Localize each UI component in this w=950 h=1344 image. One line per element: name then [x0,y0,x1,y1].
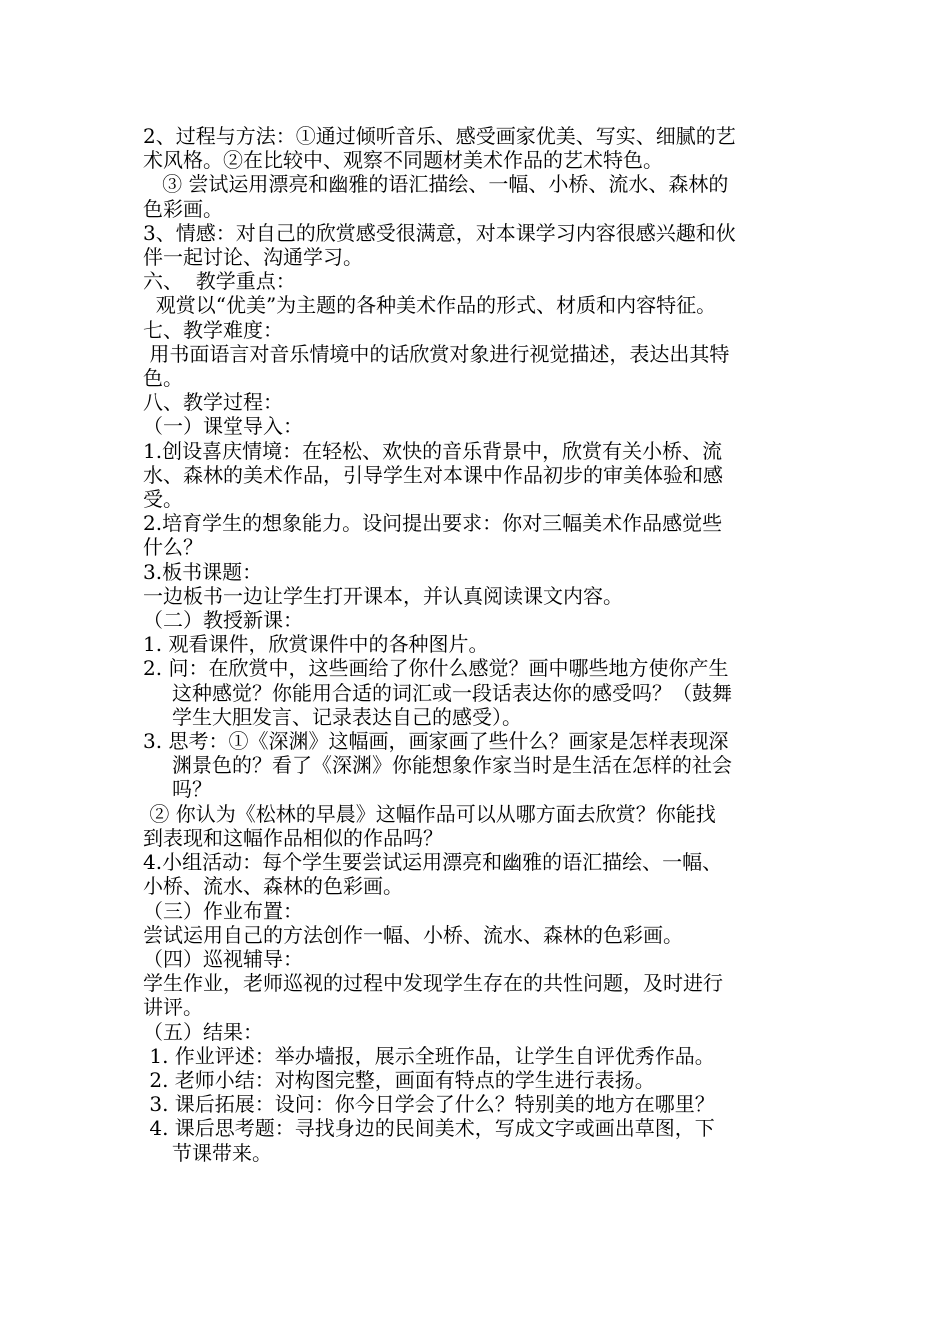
text-line: 2.培育学生的想象能力。设问提出要求：你对三幅美术作品感觉些 [143,511,723,536]
text-line: 观赏以“优美”为主题的各种美术作品的形式、材质和内容特征。 [143,293,717,318]
text-line: 3、情感：对自己的欣赏感受很满意，对本课学习内容很感兴趣和伙 [143,220,736,245]
subsection-heading: （四）巡视辅导： [143,946,303,971]
list-item: 1. 作业评述：举办墙报，展示全班作品，让学生自评优秀作品。 [143,1043,715,1068]
lesson-plan-text [143,124,811,1165]
subsection-heading: （五）结果： [143,1019,263,1044]
list-item-continuation: 这种感觉？你能用合适的词汇或一段话表达你的感受吗？（鼓舞 [172,680,732,705]
section-heading: 六、 教学重点： [143,269,296,294]
list-item: 3. 课后拓展：设问：你今日学会了什么？特别美的地方在哪里？ [143,1092,715,1117]
list-item: 2. 问：在欣赏中，这些画给了你什么感觉？画中哪些地方使你产生 [143,656,729,681]
text-line: 水、森林的美术作品，引导学生对本课中作品初步的审美体验和感 [143,462,723,487]
text-line: 一边板书一边让学生打开课本，并认真阅读课文内容。 [143,583,623,608]
subsection-heading: （三）作业布置： [143,898,303,923]
text-line: 色彩画。 [143,196,223,221]
subsection-heading: （二）教授新课： [143,608,303,633]
section-heading: 七、教学难度： [143,317,283,342]
list-item: 4. 课后思考题：寻找身边的民间美术，写成文字或画出草图，下 [143,1116,715,1141]
text-line: 讲评。 [143,995,203,1020]
text-line: 什么？ [143,535,203,560]
text-line: 2、过程与方法：①通过倾听音乐、感受画家优美、写实、细腻的艺 [143,124,736,148]
subsection-heading: （一）课堂导入： [143,414,303,439]
text-line: 术风格。②在比较中、观察不同题材美术作品的艺术特色。 [143,148,663,173]
text-line: 1.创设喜庆情境：在轻松、欢快的音乐背景中，欣赏有关小桥、流 [143,438,723,463]
text-line: 学生作业，老师巡视的过程中发现学生存在的共性问题，及时进行 [143,971,723,996]
list-item: 1. 观看课件，欣赏课件中的各种图片。 [143,632,489,657]
list-item-continuation: 渊景色的？看了《深渊》你能想象作家当时是生活在怎样的社会 [172,753,732,778]
text-line: 用书面语言对音乐情境中的话欣赏对象进行视觉描述，表达出其特 [143,341,730,366]
list-item-continuation: 学生大胆发言、记录表达自己的感受）。 [172,704,522,729]
list-item-continuation: 节课带来。 [172,1140,272,1165]
text-line: ② 你认为《松林的早晨》这幅作品可以从哪方面去欣赏？你能找 [143,801,716,826]
list-item: 3. 思考：①《深渊》这幅画，画家画了些什么？画家是怎样表现深 [143,729,729,754]
list-item-continuation: 吗？ [172,777,212,802]
text-line: 色。 [143,366,183,391]
text-line: ③ 尝试运用漂亮和幽雅的语汇描绘、一幅、小桥、流水、森林的 [143,172,729,197]
text-line: 3.板书课题： [143,559,263,584]
text-line: 尝试运用自己的方法创作一幅、小桥、流水、森林的色彩画。 [143,922,683,947]
text-line: 受。 [143,487,183,512]
text-line: 小桥、流水、森林的色彩画。 [143,874,403,899]
text-line: 伴一起讨论、沟通学习。 [143,245,363,270]
text-line: 4.小组活动：每个学生要尝试运用漂亮和幽雅的语汇描绘、一幅、 [143,850,723,875]
text-line: 到表现和这幅作品相似的作品吗？ [143,825,443,850]
list-item: 2. 老师小结：对构图完整，画面有特点的学生进行表扬。 [143,1067,655,1092]
section-heading: 八、教学过程： [143,390,283,415]
